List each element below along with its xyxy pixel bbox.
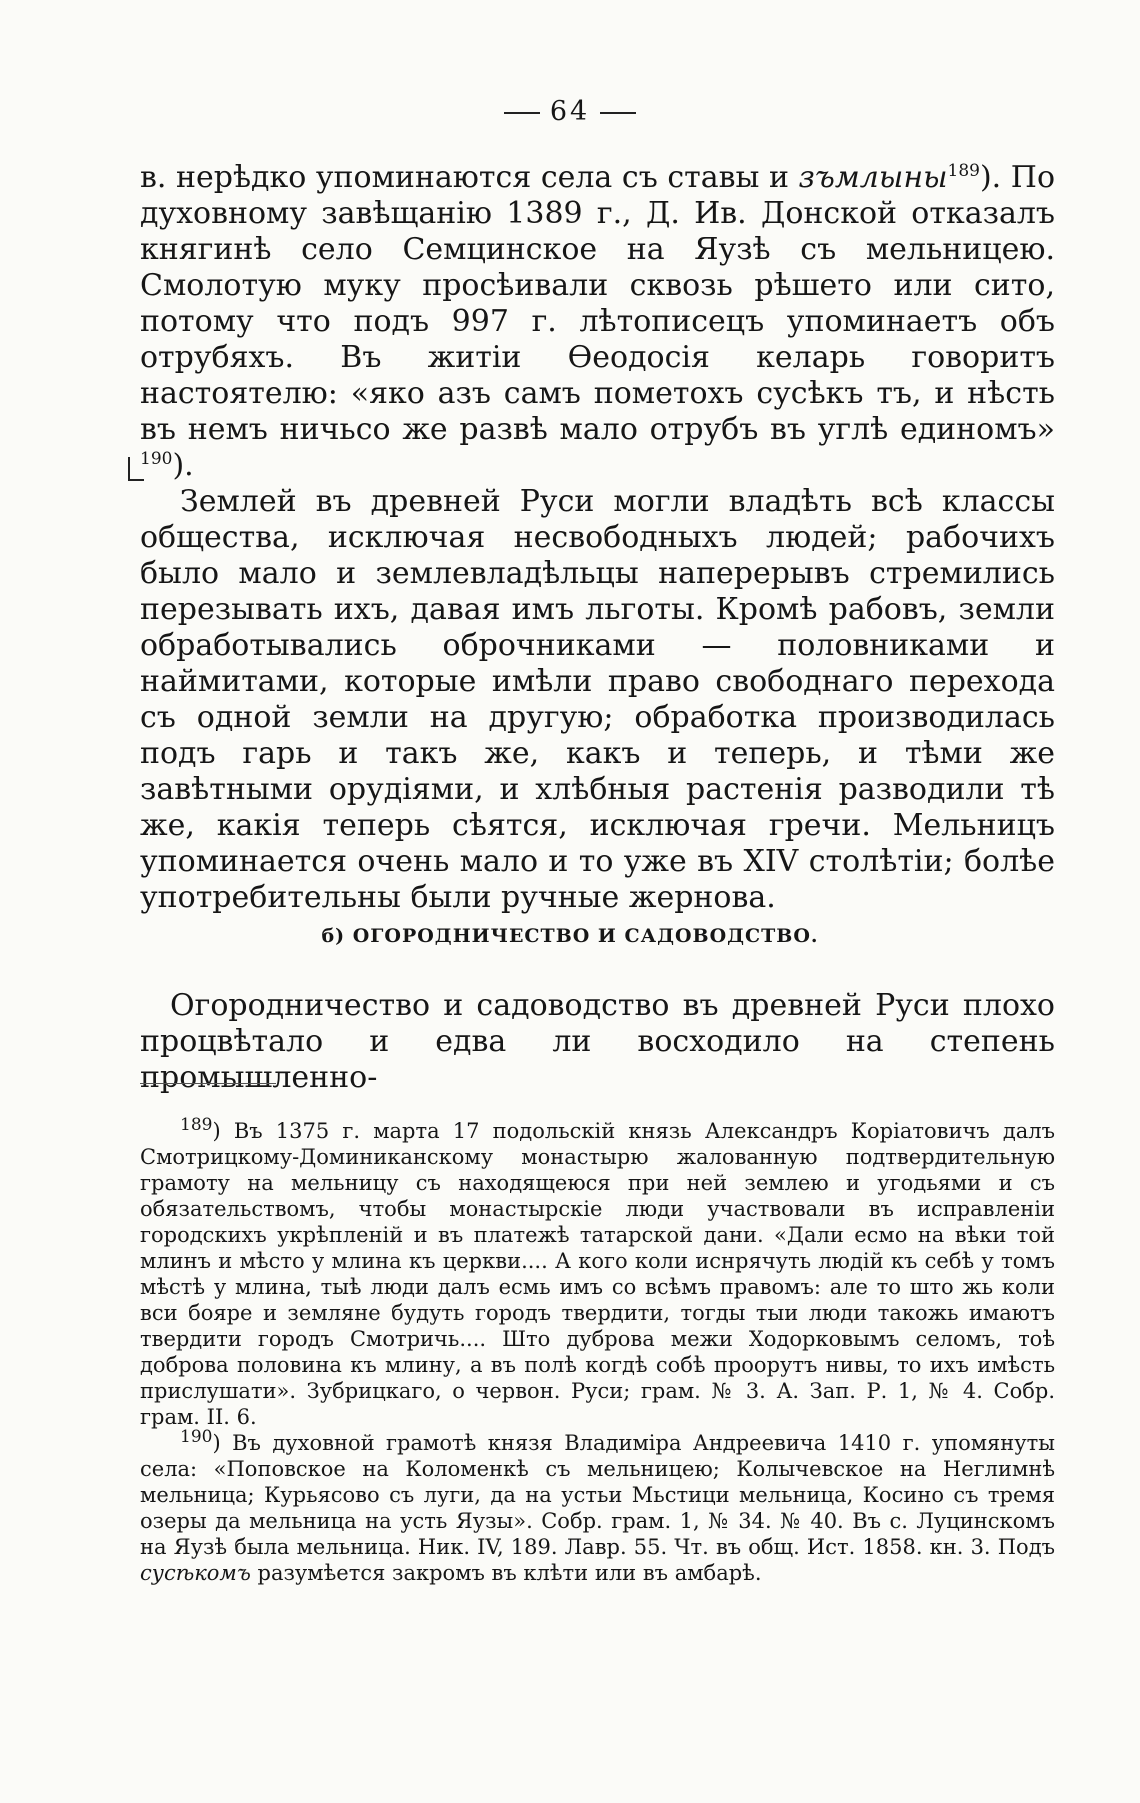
footnote-number: 190: [180, 1427, 213, 1447]
footnote-ref: 190: [140, 449, 173, 469]
margin-bracket-mark: [128, 457, 144, 481]
body-paragraph: [140, 160, 1055, 484]
footnote-number: 189: [180, 1115, 213, 1135]
text-run: ).: [172, 448, 194, 483]
text-run: ). По духовному завѣщанію 1389 г., Д. Ив. Донской отказалъ княгинѣ село Семцинское на Яузѣ съ мельницею. Смолотую муку просѣивали сквозь рѣшето или сито, потому что подъ 997 г. лѣтописецъ упоминаетъ объ отрубяхъ. Въ житіи Ѳеодосія келарь говоритъ настоятелю: «яко азъ самъ пометохъ сусѣкъ тъ, и нѣсть въ немъ ничьсо же развѣ мало отрубъ въ углѣ единомъ»: [140, 160, 1056, 447]
text-run: Землей въ древней Руси могли владѣть всѣ классы общества, исключая несвободныхъ людей; рабочихъ было мало и землевладѣльцы наперерывъ стремились перезывать ихъ, давая имъ льготы. Кромѣ рабовъ, земли обработывались оброчниками — половниками и наймитами, которые имѣли право свободнаго перехода съ одной земли на другую; обработка производилась подъ гарь и такъ же, какъ и теперь, и тѣми же завѣтными орудіями, и хлѣбныя растенія разводили тѣ же, какія теперь сѣятся, исключая гречи. Мельницъ упоминается очень мало и то уже въ XIV столѣтіи; болѣе употребительны были ручные жернова.: [140, 484, 1055, 915]
section-paragraph: Огородничество и садоводство въ древней Руси плохо процвѣтало и едва ли восходило на степень промышленно-: [140, 988, 1055, 1095]
footnotes: [140, 1115, 1055, 1586]
footnote-paren: ): [212, 1431, 233, 1455]
footnote-paren: ): [212, 1119, 234, 1143]
section-heading: б) ОГОРОДНИЧЕСТВО И САДОВОДСТВО.: [321, 925, 819, 947]
body-paragraph: [140, 484, 1055, 916]
text-run: разумѣется закромъ въ клѣти или въ амбарѣ.: [250, 1561, 762, 1585]
text-run: Въ 1375 г. марта 17 подольскій князь Александръ Коріатовичъ далъ Смотрицкому-Доминиканскому монастырю жалованную подтвердительную грамоту на мельницу съ находящеюся при ней землею и угодьями и съ обязательствомъ, чтобы монастырскіе люди участвовали въ исправленіи городскихъ укрѣпленій и въ платежѣ татарской дани. «Дали есмо на вѣки той млинъ и мѣсто у млина къ церкви.... А кого коли иснрячуть людій къ себѣ у томъ мѣстѣ у млина, тыѣ люди далъ есмь имъ со всѣмъ правомъ: але то што жь коли вси бояре и земляне будуть городъ твердити, тогды тыи люди такожь имаютъ твердити городъ Смотричь.... Што дуброва межи Ходорковымъ селомъ, тоѣ доброва половина къ млину, а въ полѣ когдѣ собѣ проорутъ нивы, то ихъ имѣсть прислушати». Зубрицкаго, о червон. Руси; грам. № 3. А. Зап. Р. 1, № 4. Собр. грам. II. 6.: [140, 1119, 1055, 1429]
text-run: в. нерѣдко упоминаются села съ ставы и: [140, 160, 799, 195]
text-run: Въ духовной грамотѣ князя Владиміра Андреевича 1410 г. упомянуты села: «Поповское на Коломенкѣ съ мельницею; Колычевское на Неглимнѣ мельница; Курьясово съ луги, да на устьи Мьстици мельница, Косино съ тремя озеры да мельница на усть Яузы». Собр. грам. 1, № 34. № 40. Въ с. Луцинскомъ на Яузѣ была мельница. Ник. IV, 189. Лавр. 55. Чт. въ общ. Ист. 1858. кн. 3. Подъ: [140, 1431, 1055, 1559]
italic-text: зъмлыны: [798, 160, 948, 195]
em-dash-right: [600, 112, 636, 114]
footnote-separator: [140, 1083, 276, 1084]
page-number-header: [0, 96, 1140, 127]
italic-text: сусѣкомъ: [140, 1561, 251, 1585]
footnote-ref: 189: [947, 161, 980, 181]
footnote: [140, 1427, 1055, 1586]
footnote: [140, 1115, 1055, 1430]
main-text: [140, 160, 1055, 916]
page-number: 64: [549, 96, 591, 127]
em-dash-left: [504, 112, 540, 114]
